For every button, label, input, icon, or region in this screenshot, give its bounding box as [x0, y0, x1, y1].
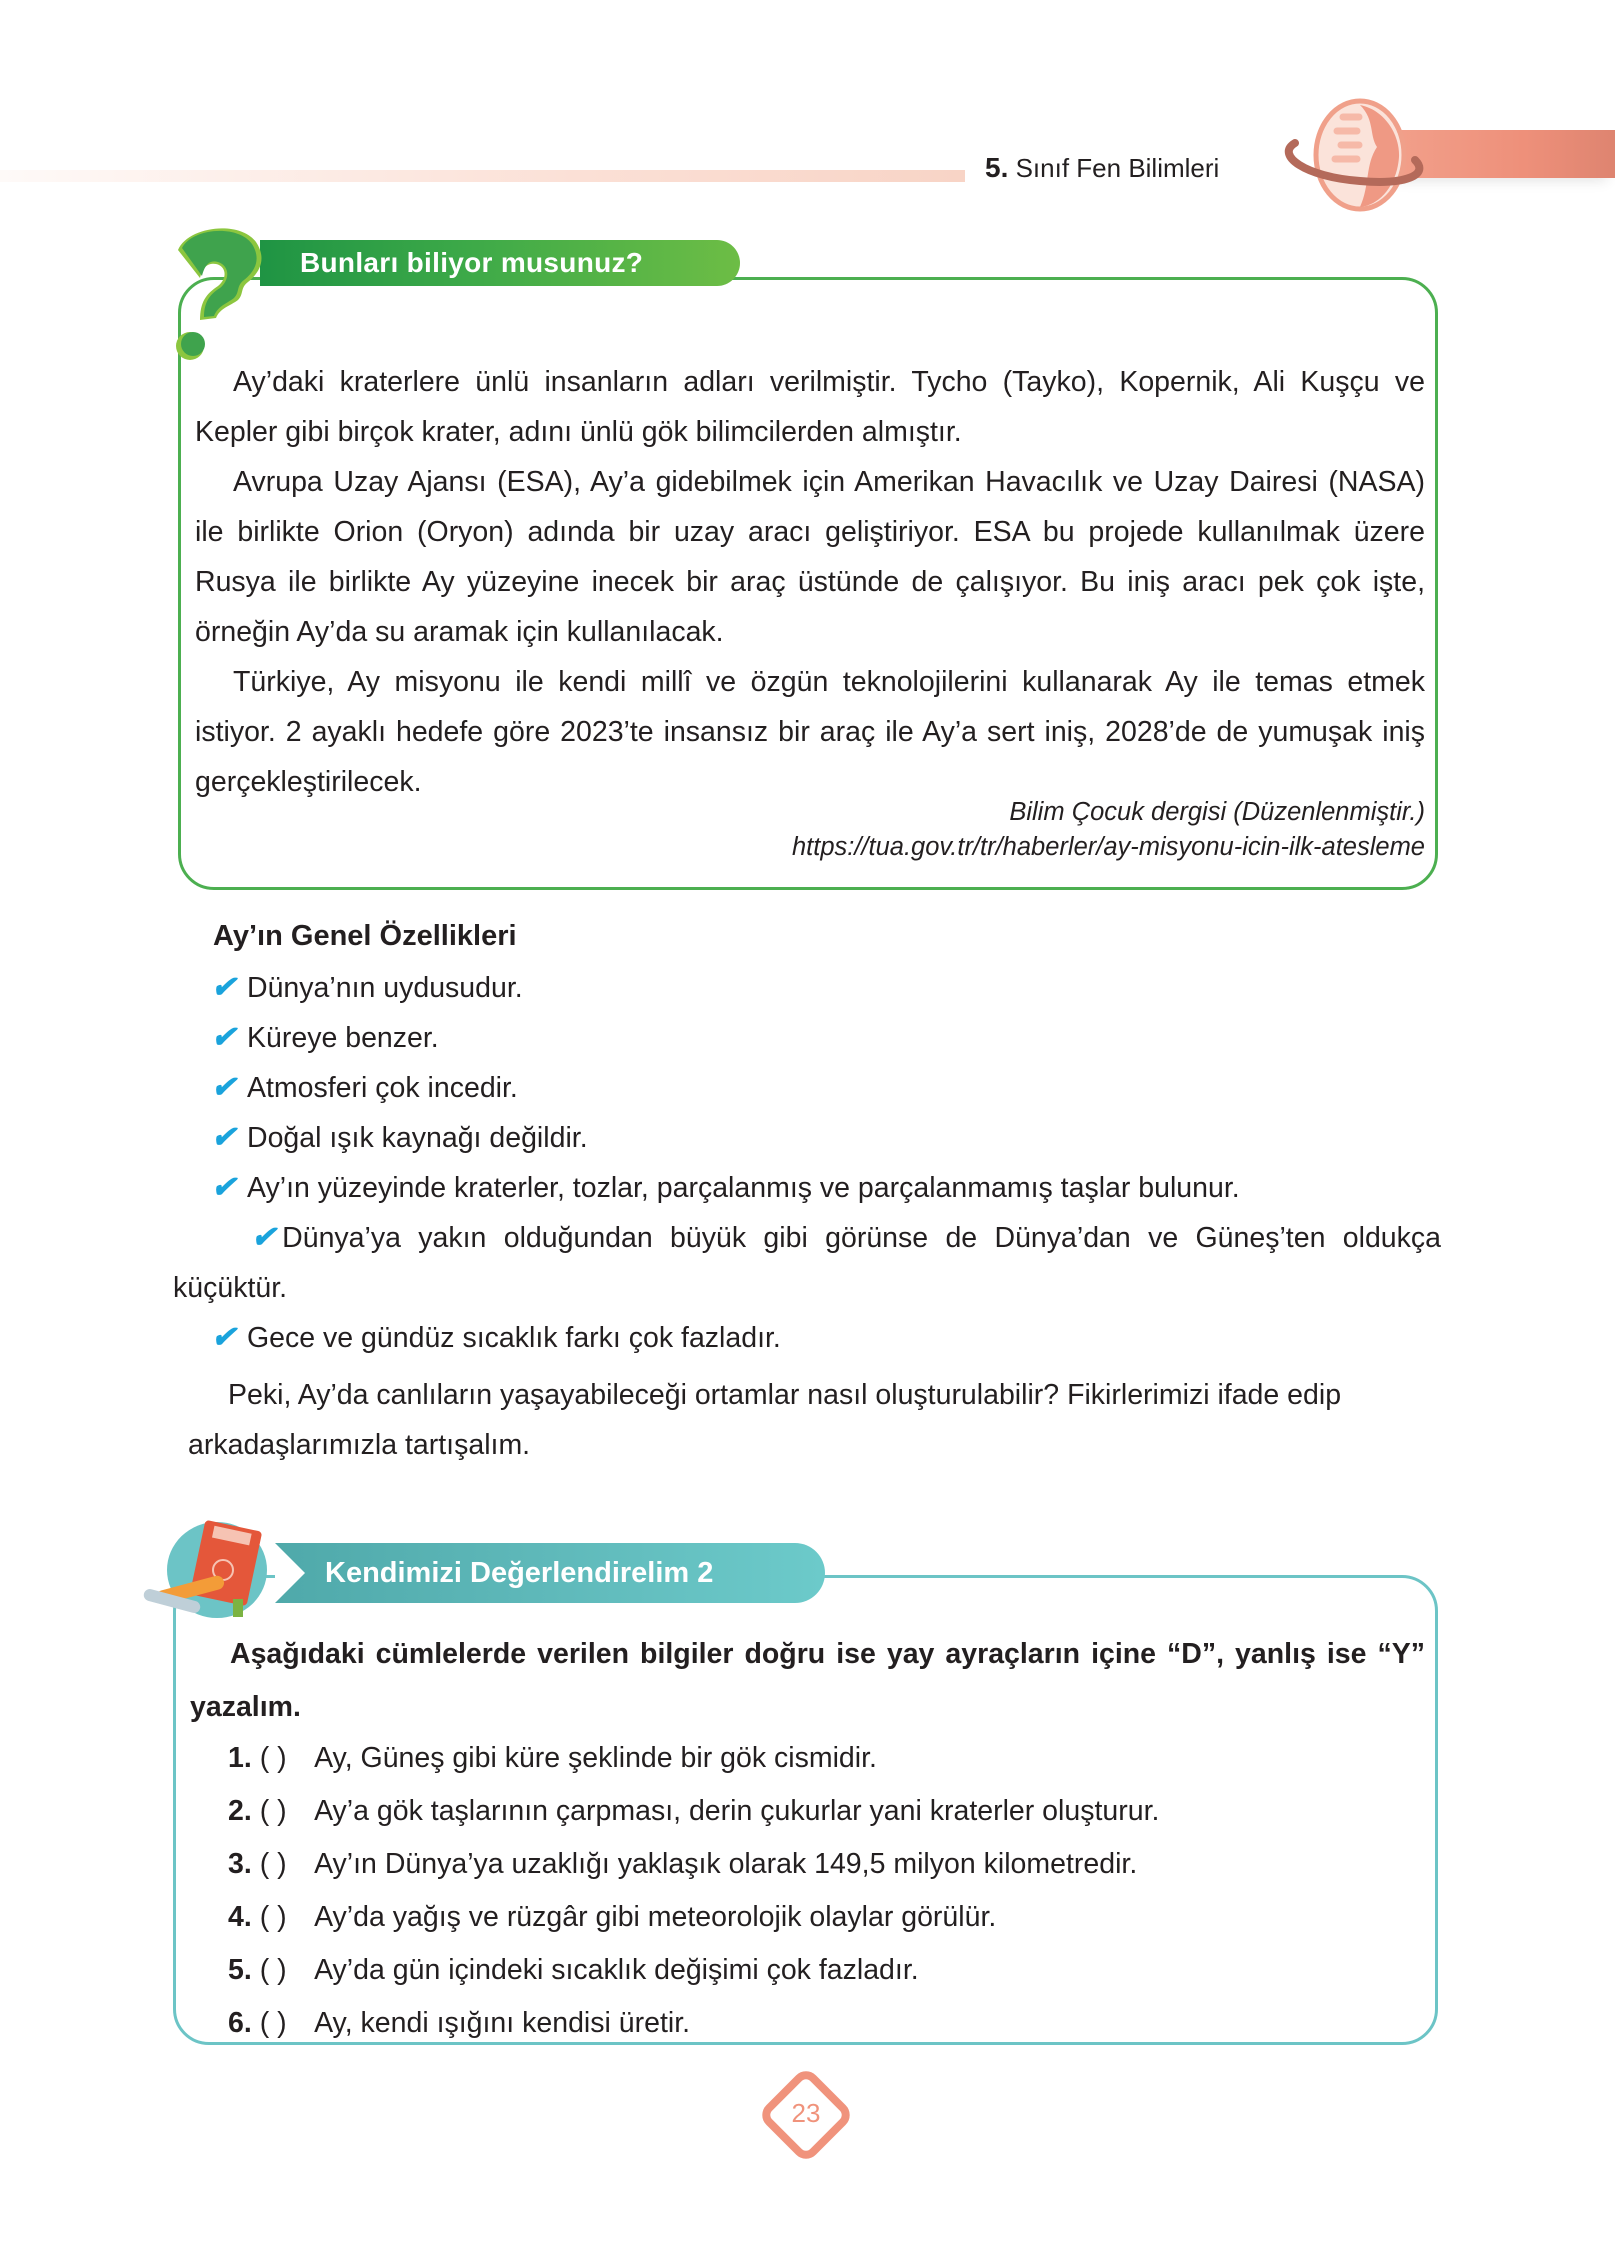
- checkmark-icon: ✔: [211, 971, 237, 1004]
- page-number: 23: [791, 2098, 821, 2128]
- question-item: 5. ( ) Ay’da gün içindeki sıcaklık değişimi çok fazladır.: [228, 1944, 1408, 1997]
- checkmark-icon: ✔: [251, 1221, 277, 1254]
- answer-blank[interactable]: ( ): [259, 1742, 287, 1774]
- section-heading: Ay’ın Genel Özellikleri: [213, 920, 517, 952]
- book-title: [985, 152, 1219, 184]
- info-text: [195, 357, 1425, 807]
- answer-blank[interactable]: ( ): [259, 1954, 287, 1986]
- discussion-prompt: Peki, Ay’da canlıların yaşayabileceği ortamlar nasıl oluşturulabilir? Fikirlerimizi ifade edip arkadaşlarımızla tartışalım.: [188, 1379, 1342, 1461]
- grade-label: 5.: [985, 152, 1009, 183]
- header-decor-line: [0, 170, 965, 182]
- source-citation: Bilim Çocuk dergisi (Düzenlenmiştir.): [1009, 798, 1425, 826]
- info-source: [792, 795, 1425, 865]
- question-item: 2. ( ) Ay’a gök taşlarının çarpması, derin çukurlar yani kraterler oluşturur.: [228, 1785, 1408, 1838]
- subject-label: Sınıf Fen Bilimleri: [1015, 153, 1220, 183]
- evaluation-title: Kendimizi Değerlendirelim 2: [275, 1543, 825, 1603]
- answer-blank[interactable]: ( ): [259, 1901, 287, 1933]
- info-box-title: Bunları biliyor musunuz?: [260, 240, 740, 286]
- question-item: 4. ( ) Ay’da yağış ve rüzgâr gibi meteorolojik olaylar görülür.: [228, 1891, 1408, 1944]
- question-head-icon: [160, 222, 275, 372]
- question-list: [228, 1732, 1408, 2050]
- evaluation-instruction: Aşağıdaki cümlelerde verilen bilgiler doğru ise yay ayraçların içine “D”, yanlış ise “Y” yazalım.: [190, 1638, 1425, 1723]
- list-item: ✔ Gece ve gündüz sıcaklık farkı çok fazladır.: [173, 1313, 1441, 1363]
- checkmark-icon: ✔: [211, 1121, 237, 1154]
- question-item: 6. ( ) Ay, kendi ışığını kendisi üretir.: [228, 1997, 1408, 2050]
- list-item: ✔ Dünya’ya yakın olduğundan büyük gibi görünse de Dünya’dan ve Güneş’ten oldukça küçüktür.: [173, 1221, 1441, 1304]
- checkmark-icon: ✔: [211, 1071, 237, 1104]
- checkmark-icon: ✔: [211, 1171, 237, 1204]
- checkmark-icon: ✔: [211, 1321, 237, 1354]
- list-item: ✔ Ay’ın yüzeyinde kraterler, tozlar, parçalanmış ve parçalanmamış taşlar bulunur.: [173, 1163, 1441, 1213]
- features-list: [173, 963, 1441, 1363]
- info-paragraph: Ay’daki kraterlere ünlü insanların adları verilmiştir. Tycho (Tayko), Kopernik, Ali Kuşçu ve Kepler gibi birçok krater, adını ünlü gök bilimcilerden almıştır.: [195, 366, 1425, 448]
- answer-blank[interactable]: ( ): [259, 2007, 287, 2039]
- answer-blank[interactable]: ( ): [259, 1848, 287, 1880]
- book-icon: [135, 1515, 285, 1620]
- question-item: 3. ( ) Ay’ın Dünya’ya uzaklığı yaklaşık olarak 149,5 milyon kilometredir.: [228, 1838, 1408, 1891]
- list-item: ✔ Küreye benzer.: [173, 1013, 1441, 1063]
- question-item: 1. ( ) Ay, Güneş gibi küre şeklinde bir gök cismidir.: [228, 1732, 1408, 1785]
- planet-icon: [1265, 95, 1435, 215]
- list-item: ✔ Doğal ışık kaynağı değildir.: [173, 1113, 1441, 1163]
- info-paragraph: Türkiye, Ay misyonu ile kendi millî ve özgün teknolojilerini kullanarak Ay ile temas etmek istiyor. 2 ayaklı hedefe göre 2023’te insansız bir araç ile Ay’a sert iniş, 2028’de de yumuşak iniş gerçekleştirilecek.: [195, 666, 1425, 798]
- answer-blank[interactable]: ( ): [259, 1795, 287, 1827]
- source-url: https://tua.gov.tr/tr/haberler/ay-misyonu-icin-ilk-atesleme: [791, 833, 1425, 861]
- checkmark-icon: ✔: [211, 1021, 237, 1054]
- list-item: ✔ Dünya’nın uydusudur.: [173, 963, 1441, 1013]
- list-item: ✔ Atmosferi çok incedir.: [173, 1063, 1441, 1113]
- info-paragraph: Avrupa Uzay Ajansı (ESA), Ay’a gidebilmek için Amerikan Havacılık ve Uzay Dairesi (NASA) ile birlikte Orion (Oryon) adında bir uzay aracı geliştiriyor. ESA bu projede kullanılmak üzere Rusya ile birlikte Ay yüzeyine inecek bir araç üstünde de çalışıyor. Bu iniş aracı pek çok işte, örneğin Ay’da su aramak için kullanılacak.: [195, 466, 1425, 648]
